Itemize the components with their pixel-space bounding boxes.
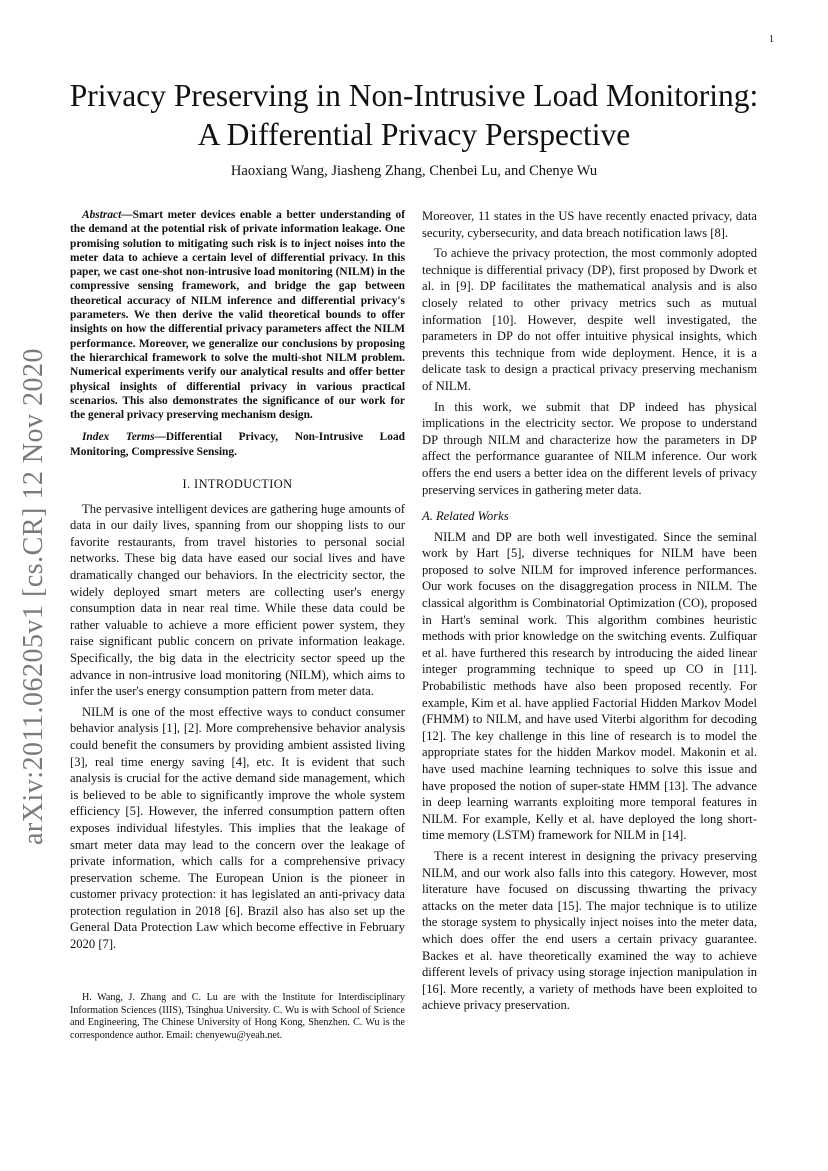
- abstract-lead: Abstract: [82, 209, 122, 221]
- right-column: [422, 208, 757, 1014]
- abstract-text: —Smart meter devices enable a better understanding of the demand at the potential risk of private information leakage. One promising solution to mitigating such risk is to inject noises into the meter data to achieve a certain level of differential privacy. In this paper, we cast one-shot non-intrusive load monitoring (NILM) in the compressive sensing framework, and bridge the gap between theoretical accuracy of NILM inference and differential privacy's parameters. We then derive the valid theoretical bounds to offer insights on how the differential privacy parameters affect the NILM performance. Moreover, we generalize our conclusions by proposing the hierarchical framework to solve the multi-shot NILM problem. Numerical experiments verify our analytical results and offer better physical insights of differential privacy in various practical scenarios. This also demonstrates the significance of our work for the general privacy preserving mechanism design.: [70, 209, 405, 422]
- index-terms: [70, 430, 405, 459]
- index-terms-text: —Differential Privacy, Non-Intrusive Load Monitoring, Compressive Sensing.: [70, 431, 405, 458]
- arxiv-identifier-stamp: arXiv:2011.06205v1 [cs.CR] 12 Nov 2020: [18, 347, 49, 845]
- intro-paragraph-4: To achieve the privacy protection, the most commonly adopted technique is differential privacy (DP), first proposed by Dwork et al. in [9]. DP facilitates the mathematical analysis and is also closely related to other privacy metrics such as mutual information [10]. However, despite well investigated, the parameters in DP do not offer intuitive physical insights, which prevents this technique from wide deployment. Hence, it is a delicate task to design a practical privacy preserving mechanism of NILM.: [422, 246, 757, 393]
- left-column: [70, 208, 405, 953]
- author-footnote: H. Wang, J. Zhang and C. Lu are with the Institute for Interdisciplinary Information Sciences (IIIS), Tsinghua University. C. Wu is with School of Science and Engineering, The Chinese University of Hong Kong, Shenzhen. C. Wu is the correspondence author. Email: chenyewu@yeah.net.: [70, 992, 405, 1041]
- intro-paragraph-3: Moreover, 11 states in the US have recently enacted privacy, data security, cybersecurity, and data breach notification laws [8].: [422, 209, 757, 240]
- intro-paragraph-5: In this work, we submit that DP indeed has physical implications in the electricity sector. We propose to understand DP through NILM and characterize how the parameters in DP affect the performance guarantee of NILM inference. Our work offers the end users a better idea on the different levels of privacy preserving services in gathering meter data.: [422, 399, 757, 497]
- section-heading-introduction: I. INTRODUCTION: [182, 477, 293, 492]
- abstract: [70, 208, 405, 422]
- intro-paragraph-1: The pervasive intelligent devices are gathering huge amounts of data in our daily lives, spanning from our shopping lists to our favorite restaurants, from travel histories to personal social networks. These big data have eased our social lives and have dramatically changed our behaviors. In the electricity sector, the widely deployed smart meters are collecting user's energy consumption data in near real time. While these data could be rather valuable to achieve a more efficient power system, they raise significant public concern on private information leakage. Specifically, the big data in the electricity sector speed up the advance in non-intrusive load monitoring (NILM), which aims to infer the user's energy consumption pattern from meter data.: [70, 501, 405, 699]
- paper-title: Privacy Preserving in Non-Intrusive Load Monitoring: A Differential Privacy Perspective: [69, 78, 759, 152]
- subsection-heading-related-works: A. Related Works: [422, 509, 509, 524]
- intro-paragraph-2: NILM is one of the most effective ways to conduct consumer behavior analysis [1], [2]. More comprehensive behavior analysis could benefit the consumers by providing ambient assisted living [3], real time energy saving [4], etc. It is evident that such analysis is crucial for the active demand side management, which is believed to be able to significantly improve the whole system efficiency [5]. However, the inferred consumption pattern often exposes individual lifestyles. This implies that the leakage of smart meter data may lead to the concern over the leakage of private information, which calls for a comprehensive privacy preservation scheme. The European Union is the pioneer in customer privacy protection: it has legislated an anti-privacy data protection regulation in 2018 [6]. Brazil also has also set up the General Data Protection Law which become effective in February 2020 [7].: [70, 704, 405, 952]
- author-list: Haoxiang Wang, Jiasheng Zhang, Chenbei Lu, and Chenye Wu: [230, 163, 598, 179]
- index-terms-lead: Index Terms: [82, 431, 155, 444]
- related-works-paragraph-1: NILM and DP are both well investigated. Since the seminal work by Hart [5], diverse techniques for NILM have been proposed to solve NILM for improved inference performances. Our work focuses on the disaggregation process in NILM. The classical algorithm is Combinatorial Optimization (CO), proposed in Hart's seminal work. This algorithm combines heuristic methods with prior knowledge on the switching events. Zulfiquar et al. have furthered this research by introducing the aided linear integer programming technique to speed up CO in [11]. Probabilistic methods have also been proposed recently. For example, Kim et al. have applied Factorial Hidden Markov Model (FHMM) to NILM, and have used Viterbi algorithm for decoding [12]. The key challenge in this line of research is to model the appropriate states for the hidden Markov model. Makonin et al. have used machine learning techniques to solve this issue and have proposed the notion of super-state HMM [13]. The advance in deep learning warrants exploiting more temporal features in NILM. For example, Kelly et al. have deployed the long short-time memory (LSTM) framework for NILM in [14].: [422, 529, 757, 843]
- page-number: 1: [769, 34, 774, 45]
- related-works-paragraph-2: There is a recent interest in designing the privacy preserving NILM, and our work also falls into this category. However, most literature have focused on discussing thwarting the privacy attacks on the meter data [15]. The major technique is to utilize the storage system to physically inject noises into the meter data, which does offer the end users a certain privacy guarantee. Backes et al. have theoretically examined the way to achieve different levels of privacy using storage injection manipulation in [16]. More recently, a variety of methods have been exploited to achieve privacy preservation.: [422, 848, 757, 1013]
